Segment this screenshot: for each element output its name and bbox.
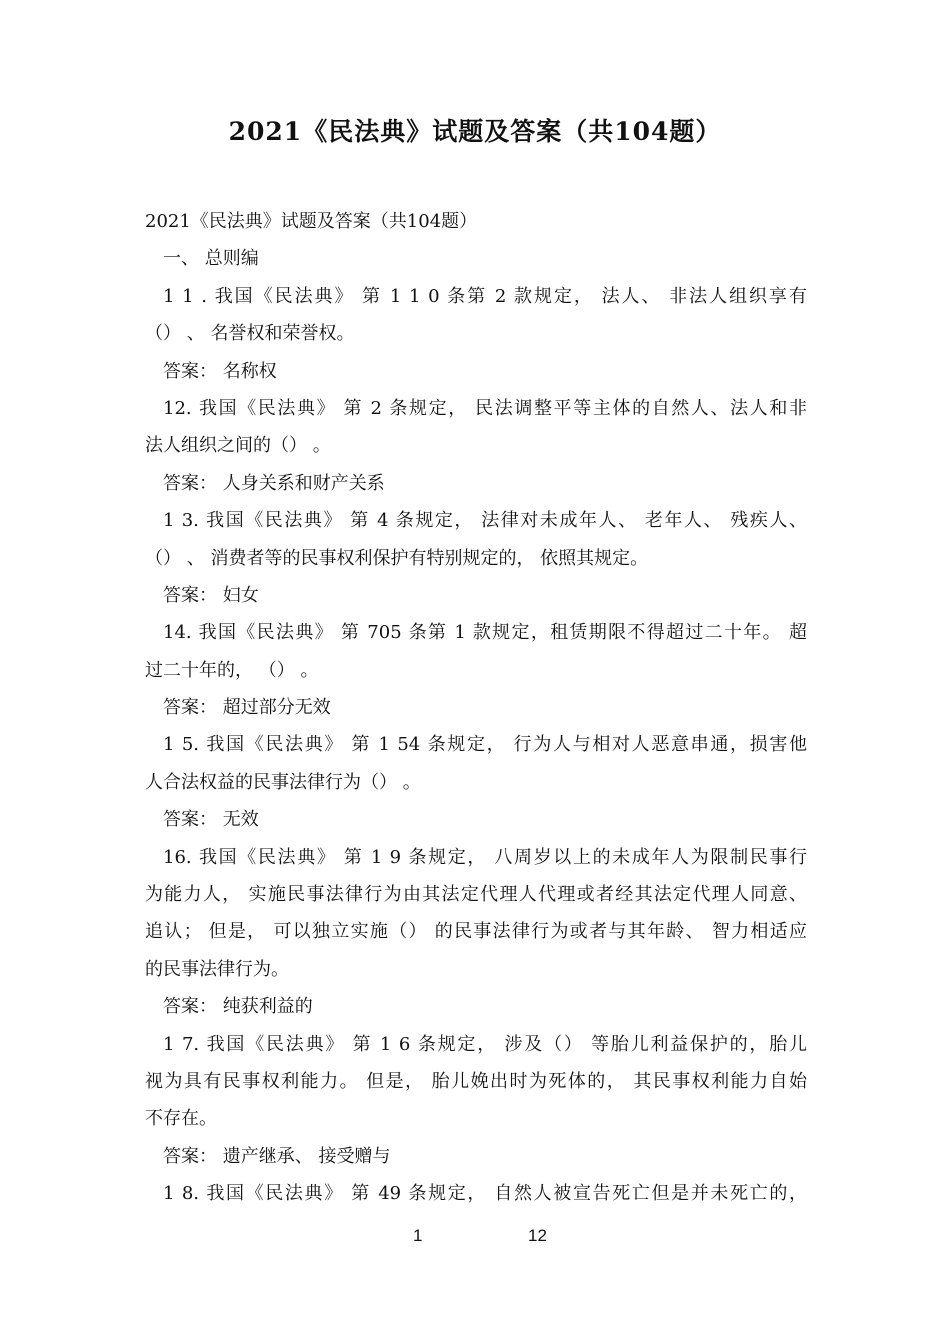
total-pages: 12 (528, 1226, 547, 1245)
text-line: 法人组织之间的（） 。 (145, 435, 331, 457)
text-line: 2021《民法典》试题及答案（共104题） (145, 211, 478, 232)
page-footer (0, 1226, 950, 1252)
text-line: 视为具有民事权利能力。 但是， 胎儿娩出时为死体的， 其民事权利能力自始 (145, 1070, 807, 1092)
text-line: 为能力人， 实施民事法律行为由其法定代理人代理或者经其法定代理人同意、 (145, 884, 807, 906)
text-line: 答案： 人身关系和财产关系 (163, 472, 385, 494)
text-line: 16. 我国《民法典》 第 1 9 条规定， 八周岁以上的未成年人为限制民事行 (163, 846, 807, 868)
text-line: 答案： 超过部分无效 (163, 697, 331, 719)
text-line: 追认； 但是， 可以独立实施（） 的民事法律行为或者与其年龄、 智力相适应 (145, 921, 807, 943)
text-line: 14. 我国《民法典》 第 705 条第 1 款规定，租赁期限不得超过二十年。 超 (163, 622, 807, 644)
document-body (145, 203, 807, 1213)
text-line: 的民事法律行为。 (145, 958, 289, 980)
text-line: 答案： 纯获利益的 (163, 996, 313, 1018)
text-line: 人合法权益的民事法律行为（） 。 (145, 771, 421, 793)
text-line: 1 7. 我国《民法典》 第 1 6 条规定， 涉及（） 等胎儿利益保护的，胎儿 (163, 1033, 807, 1055)
text-line: 1 8. 我国《民法典》 第 49 条规定， 自然人被宣告死亡但是并未死亡的， (163, 1183, 807, 1205)
text-line: 答案： 遗产继承、 接受赠与 (163, 1145, 391, 1167)
text-line: 12. 我国《民法典》 第 2 条规定， 民法调整平等主体的自然人、法人和非 (163, 397, 807, 419)
text-line: 1 3. 我国《民法典》 第 4 条规定， 法律对未成年人、 老年人、 残疾人、 (163, 510, 807, 532)
text-line: 1 5. 我国《民法典》 第 1 54 条规定， 行为人与相对人恶意串通，损害他 (163, 734, 807, 756)
text-line: 过二十年的， （） 。 (145, 659, 319, 681)
text-line: （） 、 名誉权和荣誉权。 (145, 323, 355, 345)
text-line: 不存在。 (145, 1108, 217, 1130)
text-line: 1 1 . 我国《民法典》 第 1 1 0 条第 2 款规定， 法人、 非法人组织享有 (163, 285, 807, 307)
document-title: 2021《民法典》试题及答案（共104题） (228, 117, 722, 146)
text-line: 答案： 妇女 (163, 584, 259, 606)
text-line: 一、 总则编 (163, 248, 259, 270)
text-line: 答案： 名称权 (163, 360, 277, 382)
text-line: （） 、 消费者等的民事权利保护有特别规定的， 依照其规定。 (145, 547, 649, 569)
text-line: 答案： 无效 (163, 809, 259, 831)
page-number: 1 (413, 1226, 423, 1245)
